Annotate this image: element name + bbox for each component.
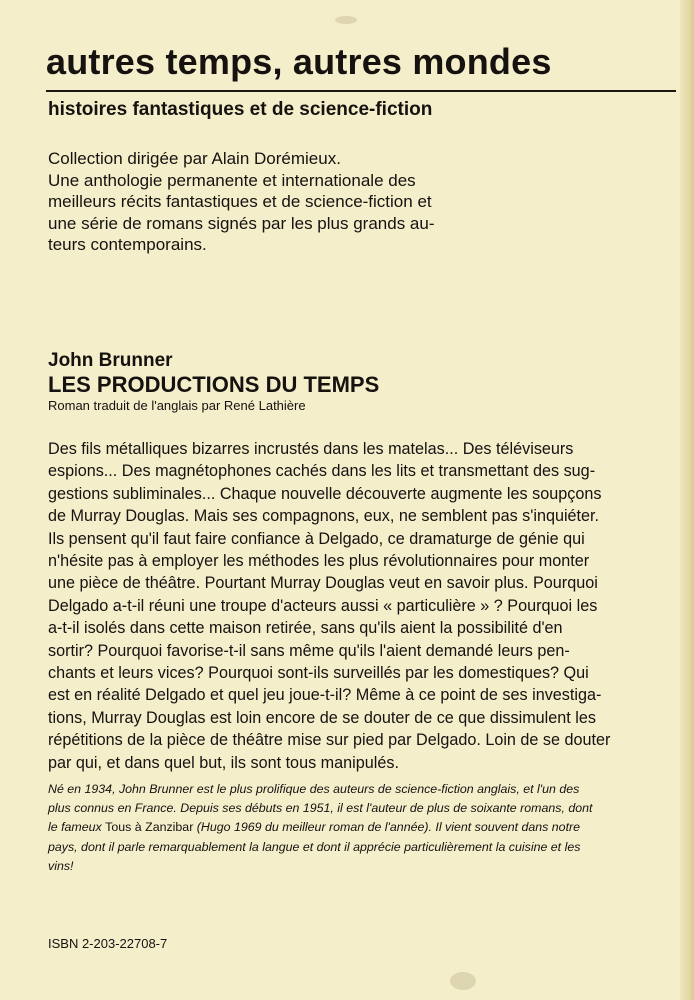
collection-line: une série de romans signés par les plus grands au- xyxy=(48,213,435,233)
synopsis-line: Des fils métalliques bizarres incrustés dans les matelas... Des téléviseurs xyxy=(48,440,574,458)
paper-stain xyxy=(450,972,476,990)
synopsis-line: tions, Murray Douglas est loin encore de se douter de ce que dissimulent les xyxy=(48,708,596,727)
bio-line: plus connus en France. Depuis ses débuts en 1951, il est l'auteur de plus de soixante romans, dont xyxy=(48,801,593,816)
synopsis-line: répétitions de la pièce de théâtre mise sur pied par Delgado. Loin de se douter xyxy=(48,731,611,750)
bio-text: (Hugo 1969 du meilleur roman de l'année). Il vient souvent dans notre xyxy=(193,820,581,835)
bio-line: Né en 1934, John Brunner est le plus prolifique des auteurs de science-fiction anglais, et l'un des xyxy=(48,782,580,796)
synopsis-line: espions... Des magnétophones cachés dans les lits et transmettant des sug- xyxy=(48,462,596,481)
synopsis xyxy=(48,438,660,774)
bio-line: vins! xyxy=(48,858,74,873)
synopsis-line: Delgado a-t-il réuni une troupe d'acteurs aussi « particulière » ? Pourquoi les xyxy=(48,596,598,615)
synopsis-line: de Murray Douglas. Mais ses compagnons, eux, ne semblent pas s'inquiéter. xyxy=(48,507,600,526)
book-title: LES PRODUCTIONS DU TEMPS xyxy=(48,372,380,397)
synopsis-line: une pièce de théâtre. Pourtant Murray Douglas veut en savoir plus. Pourquoi xyxy=(48,574,598,593)
bio-line: pays, dont il parle remarquablement la langue et dont il apprécie particulièrement la cuisine et les xyxy=(48,839,581,854)
paper-stain xyxy=(335,16,357,24)
synopsis-line: par qui, et dans quel but, ils sont tous manipulés. xyxy=(48,753,399,772)
author-biography xyxy=(48,780,660,876)
title-rule xyxy=(46,90,676,92)
translator-credit: Roman traduit de l'anglais par René Lathière xyxy=(48,398,306,413)
author-name: John Brunner xyxy=(48,350,173,371)
synopsis-line: est en réalité Delgado et quel jeu joue-t-il? Même à ce point de ses investiga- xyxy=(48,686,602,705)
collection-line: Collection dirigée par Alain Dorémieux. xyxy=(48,149,341,168)
synopsis-line: n'hésite pas à employer les méthodes les plus révolutionnaires pour monter xyxy=(48,552,590,571)
novel-title: Tous à Zanzibar xyxy=(105,820,194,835)
cover-edge xyxy=(680,0,694,1000)
collection-line: meilleurs récits fantastiques et de science-fiction et xyxy=(48,192,432,211)
synopsis-line: sortir? Pourquoi favorise-t-il sans même qu'ils l'aient demandé leurs pen- xyxy=(48,641,570,660)
synopsis-line: gestions subliminales... Chaque nouvelle découverte augmente les soupçons xyxy=(48,484,602,503)
series-subtitle: histoires fantastiques et de science-fiction xyxy=(48,99,433,120)
bio-text: le fameux xyxy=(48,820,106,835)
synopsis-line: a-t-il isolés dans cette maison retirée, sans qu'ils aient la possibilité d'en xyxy=(48,619,563,638)
collection-description xyxy=(48,148,528,256)
series-title: autres temps, autres mondes xyxy=(46,41,552,82)
collection-line: teurs contemporains. xyxy=(48,235,207,254)
isbn: ISBN 2-203-22708-7 xyxy=(48,936,168,951)
synopsis-line: Ils pensent qu'il faut faire confiance à Delgado, ce dramaturge de génie qui xyxy=(48,529,585,548)
synopsis-line: chants et leurs vices? Pourquoi sont-ils surveillés par les domestiques? Qui xyxy=(48,664,589,683)
collection-line: Une anthologie permanente et internationale des xyxy=(48,170,416,190)
bio-line xyxy=(48,818,660,837)
